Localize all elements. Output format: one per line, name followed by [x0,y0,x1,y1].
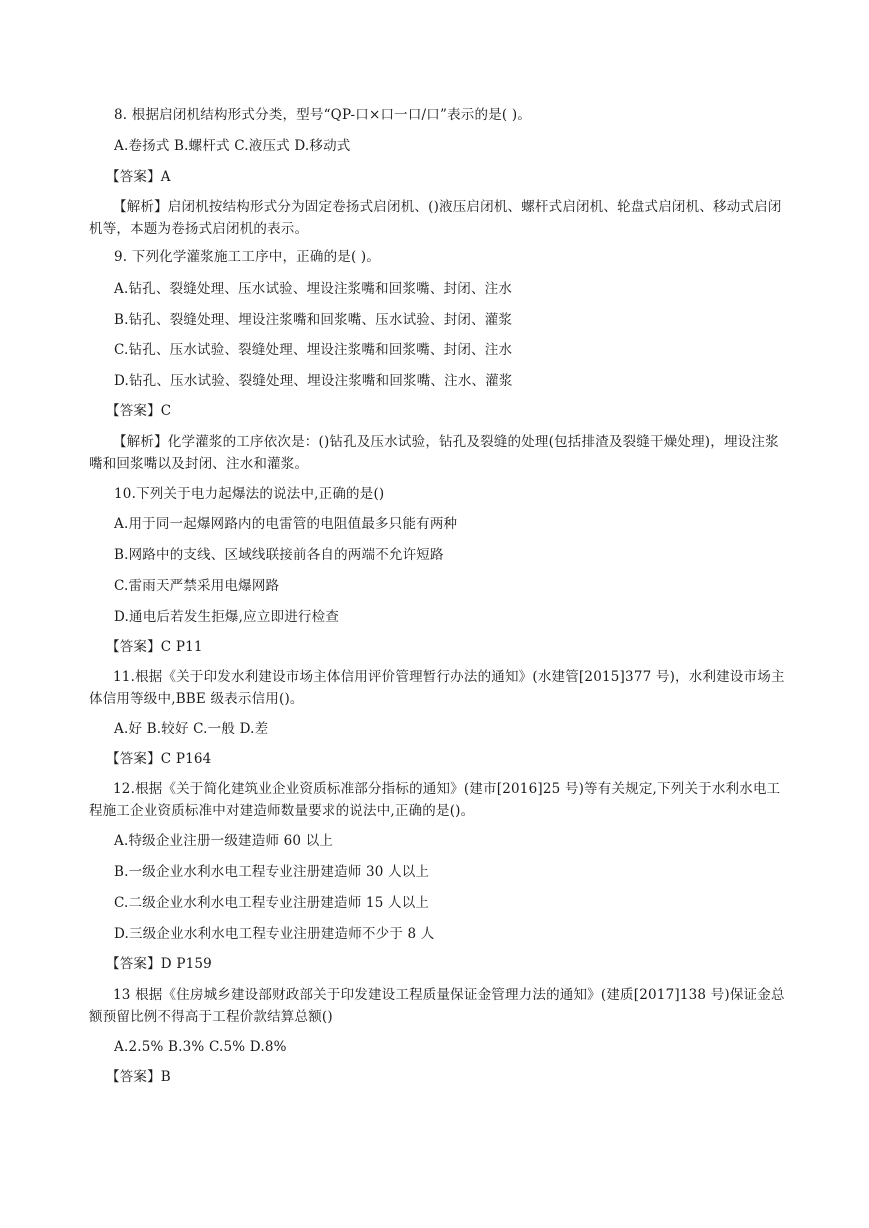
question-9-option-a: A.钻孔、裂缝处理、压水试验、埋设注浆嘴和回浆嘴、封闭、注水 [114,281,513,297]
question-9-option-b: B.钻孔、裂缝处理、埋设注浆嘴和回浆嘴、压水试验、封闭、灌浆 [114,312,513,328]
question-10-answer: 【答案】C P11 [106,639,203,655]
question-11-answer: 【答案】C P164 [106,751,212,767]
question-10-stem: 10.下列关于电力起爆法的说法中,正确的是() [114,486,385,502]
question-12-stem: 12.根据《关于简化建筑业企业资质标准部分指标的通知》(建市[2016]25 号)等有关规定,下列关于水利水电工程施工企业资质标准中对建造师数量要求的说法中,正确的是()。 [89,781,781,819]
question-12-answer: 【答案】D P159 [106,956,212,972]
question-8-options: A.卷扬式 B.螺杆式 C.液压式 D.移动式 [114,138,351,154]
question-13-options: A.2.5% B.3% C.5% D.8% [114,1039,287,1055]
question-10-option-a: A.用于同一起爆网路内的电雷管的电阻值最多只能有两种 [114,516,458,532]
question-9-stem: 9. 下列化学灌浆施工工序中，正确的是( )。 [114,249,381,265]
question-11-stem: 11.根据《关于印发水利建设市场主体信用评价管理暂行办法的通知》(水建管[2015]377 号)，水利建设市场主体信用等级中,BBE 级表示信用()。 [89,669,785,707]
question-8-analysis: 【解析】启闭机按结构形式分为固定卷扬式启闭机、()液压启闭机、螺杆式启闭机、轮盘式启闭机、移动式启闭机等，本题为卷扬式启闭机的表示。 [89,199,782,237]
question-10-option-c: C.雷雨天严禁采用电爆网路 [114,578,280,594]
question-8-answer: 【答案】A [106,169,171,185]
question-8-stem: 8. 根据启闭机结构形式分类，型号“QP-口×口一口/口”表示的是( )。 [114,107,532,123]
question-12-option-d: D.三级企业水利水电工程专业注册建造师不少于 8 人 [114,926,435,942]
question-10-option-d: D.通电后若发生拒爆,应立即进行检查 [114,609,340,625]
question-9-option-c: C.钻孔、压水试验、裂缝处理、埋设注浆嘴和回浆嘴、封闭、注水 [114,342,513,358]
question-9-option-d: D.钻孔、压水试验、裂缝处理、埋设注浆嘴和回浆嘴、注水、灌浆 [114,373,513,389]
question-12-option-c: C.二级企业水利水电工程专业注册建造师 15 人以上 [114,895,430,911]
question-12-option-b: B.一级企业水利水电工程专业注册建造师 30 人以上 [114,864,430,880]
question-9-analysis: 【解析】化学灌浆的工序依次是：()钻孔及压水试验，钻孔及裂缝的处理(包括排渣及裂缝干燥处理)，埋设注浆嘴和回浆嘴以及封闭、注水和灌浆。 [89,434,779,472]
question-10-option-b: B.网路中的支线、区域线联接前各自的两端不允许短路 [114,547,444,563]
question-12-option-a: A.特级企业注册一级建造师 60 以上 [114,833,334,849]
question-11-options: A.好 B.较好 C.一般 D.差 [114,721,269,737]
question-13-answer: 【答案】B [106,1069,171,1085]
question-9-answer: 【答案】C [106,403,172,419]
question-13-stem: 13 根据《住房城乡建设部财政部关于印发建设工程质量保证金管理力法的通知》(建质[2017]138 号)保证金总额预留比例不得高于工程价款结算总额() [89,987,785,1025]
